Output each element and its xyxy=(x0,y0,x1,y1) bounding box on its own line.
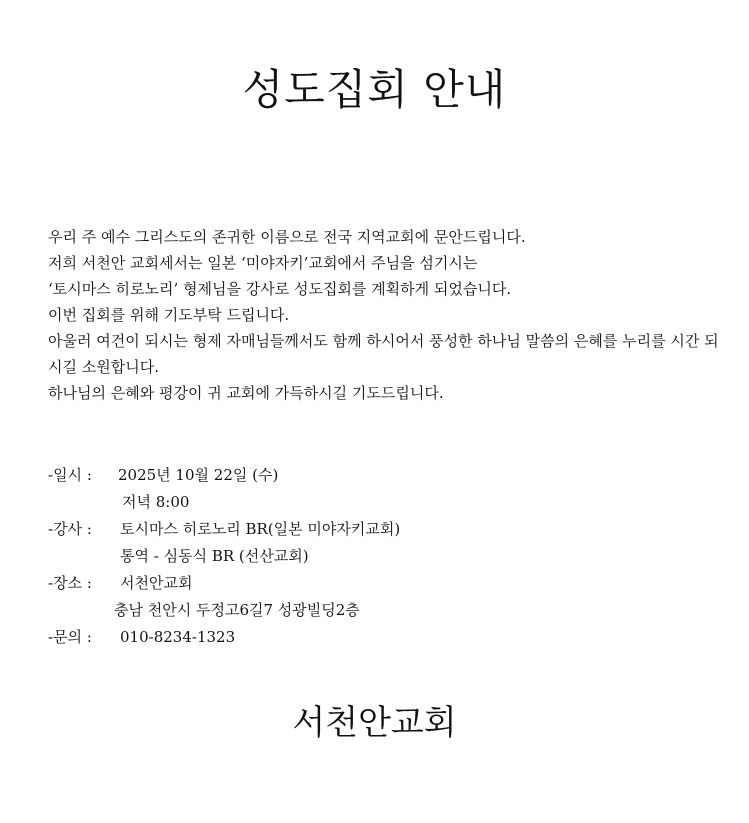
time-row xyxy=(48,489,728,516)
contact-value: 010-8234-1323 xyxy=(120,628,236,646)
speaker-value: 토시마스 히로노리 BR(일본 미야자키교회) xyxy=(120,520,401,538)
place-value: 서천안교회 xyxy=(120,574,193,592)
church-signature: 서천안교회 xyxy=(292,703,457,743)
date-value: 2025년 10월 22일 (수) xyxy=(118,466,279,484)
address-row xyxy=(48,597,728,624)
event-details xyxy=(48,462,728,651)
speaker-row xyxy=(48,516,728,543)
place-label: -장소 : xyxy=(48,574,92,592)
paragraph-prayer-request: 이번 집회를 위해 기도부탁 드립니다. xyxy=(48,306,290,324)
contact-label: -문의 : xyxy=(48,628,92,646)
paragraph-blessing: 하나님의 은혜와 평강이 귀 교회에 가득하시길 기도드립니다. xyxy=(48,384,444,402)
paragraph-speaker-intro: ‘토시마스 히로노리’ 형제님을 강사로 성도집회를 계획하게 되었습니다. xyxy=(48,280,512,298)
speaker-label: -강사 : xyxy=(48,520,92,538)
address-value: 충남 천안시 두정고6길7 성광빌딩2층 xyxy=(114,601,360,619)
interpreter-row xyxy=(48,543,728,570)
document-title: 성도집회 안내 xyxy=(242,65,507,114)
contact-row xyxy=(48,624,728,651)
paragraph-greeting: 우리 주 예수 그리스도의 존귀한 이름으로 전국 지역교회에 문안드립니다. xyxy=(48,228,526,246)
place-row xyxy=(48,570,728,597)
paragraph-invitation: 아울러 여건이 되시는 형제 자매님들께서도 함께 하시어서 풍성한 하나님 말씀의 은혜를 누리를 시간 되시길 소원합니다. xyxy=(48,332,719,376)
paragraph-church-intro: 저희 서천안 교회세서는 일본 ‘미야자키’교회에서 주님을 섬기시는 xyxy=(48,254,478,272)
time-value: 저녁 8:00 xyxy=(122,493,190,511)
date-row xyxy=(48,462,728,489)
announcement-body xyxy=(48,224,728,406)
date-label: -일시 : xyxy=(48,466,92,484)
interpreter-value: 통역 - 심동식 BR (선산교회) xyxy=(120,547,309,565)
